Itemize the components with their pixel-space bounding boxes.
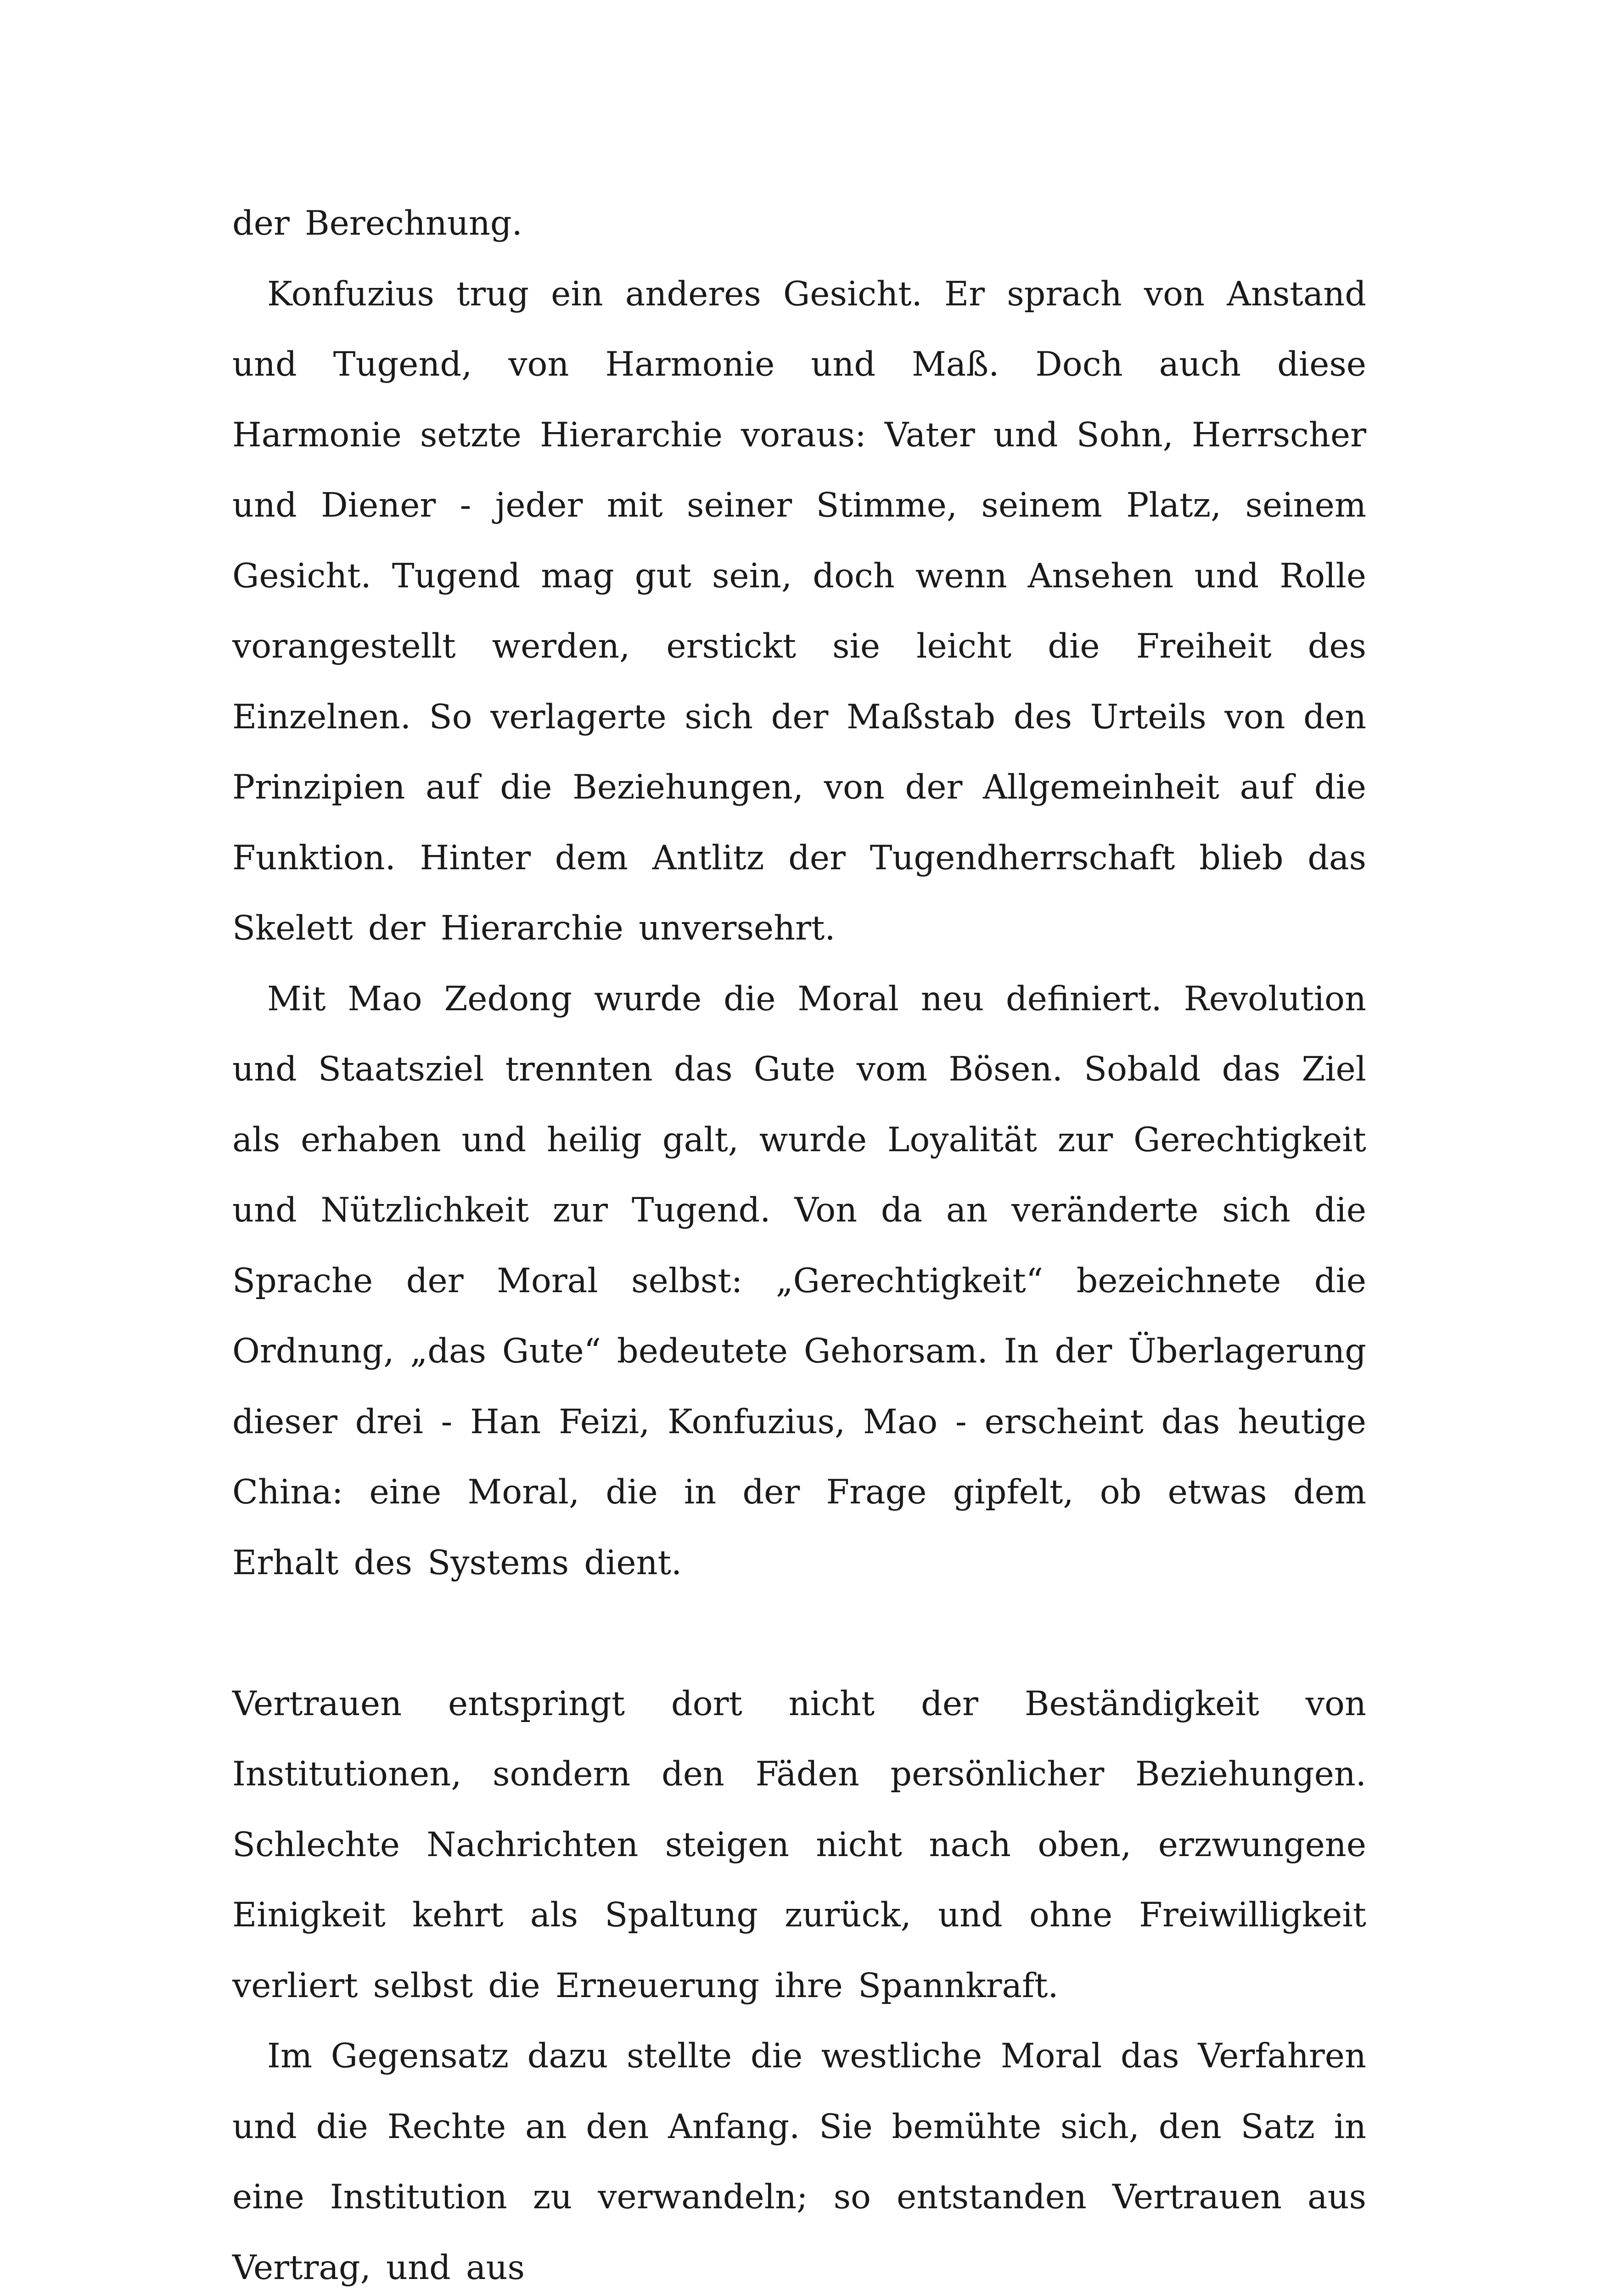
section-break: [232, 1598, 1366, 1669]
paragraph-4: Vertrauen entspringt dort nicht der Beständigkeit von Institutionen, sondern den Fäden persönlicher Beziehungen. Schlechte Nachrichten steigen nicht nach oben, erzwungene Einigkeit kehrt als Spaltung zurück, und ohne Freiwilligkeit verliert selbst die Erneuerung ihre Spannkraft.: [232, 1684, 1366, 2005]
paragraph-3: Mit Mao Zedong wurde die Moral neu definiert. Revolution und Staatsziel trennten das Gute vom Bösen. Sobald das Ziel als erhaben und heilig galt, wurde Loyalität zur Gerechtigkeit und Nützlichkeit zur Tugend. Von da an veränderte sich die Sprache der Moral selbst: „Gerechtigkeit“ bezeichnete die Ordnung, „das Gute“ bedeutete Gehorsam. In der Überlagerung dieser drei - Han Feizi, Konfuzius, Mao - erscheint das heutige China: eine Moral, die in der Frage gipfelt, ob etwas dem Erhalt des Systems dient.: [232, 979, 1366, 1582]
paragraph-5: Im Gegensatz dazu stellte die westliche Moral das Verfahren und die Rechte an den Anfang. Sie bemühte sich, den Satz in eine Institution zu verwandeln; so entstanden Vertrauen aus Vertrag, und aus: [232, 2037, 1366, 2287]
body-text: [232, 188, 1366, 2296]
paragraph-2: Konfuzius trug ein anderes Gesicht. Er sprach von Anstand und Tugend, von Harmonie und Maß. Doch auch diese Harmonie setzte Hierarchie voraus: Vater und Sohn, Herrscher und Diener - jeder mit seiner Stimme, seinem Platz, seinem Gesicht. Tugend mag gut sein, doch wenn Ansehen und Rolle vorangestellt werden, erstickt sie leicht die Freiheit des Einzelnen. So verlagerte sich der Maßstab des Urteils von den Prinzipien auf die Beziehungen, von der Allgemeinheit auf die Funktion. Hinter dem Antlitz der Tugendherrschaft blieb das Skelett der Hierarchie unversehrt.: [232, 274, 1366, 948]
paragraph-1: der Berechnung.: [232, 204, 522, 243]
